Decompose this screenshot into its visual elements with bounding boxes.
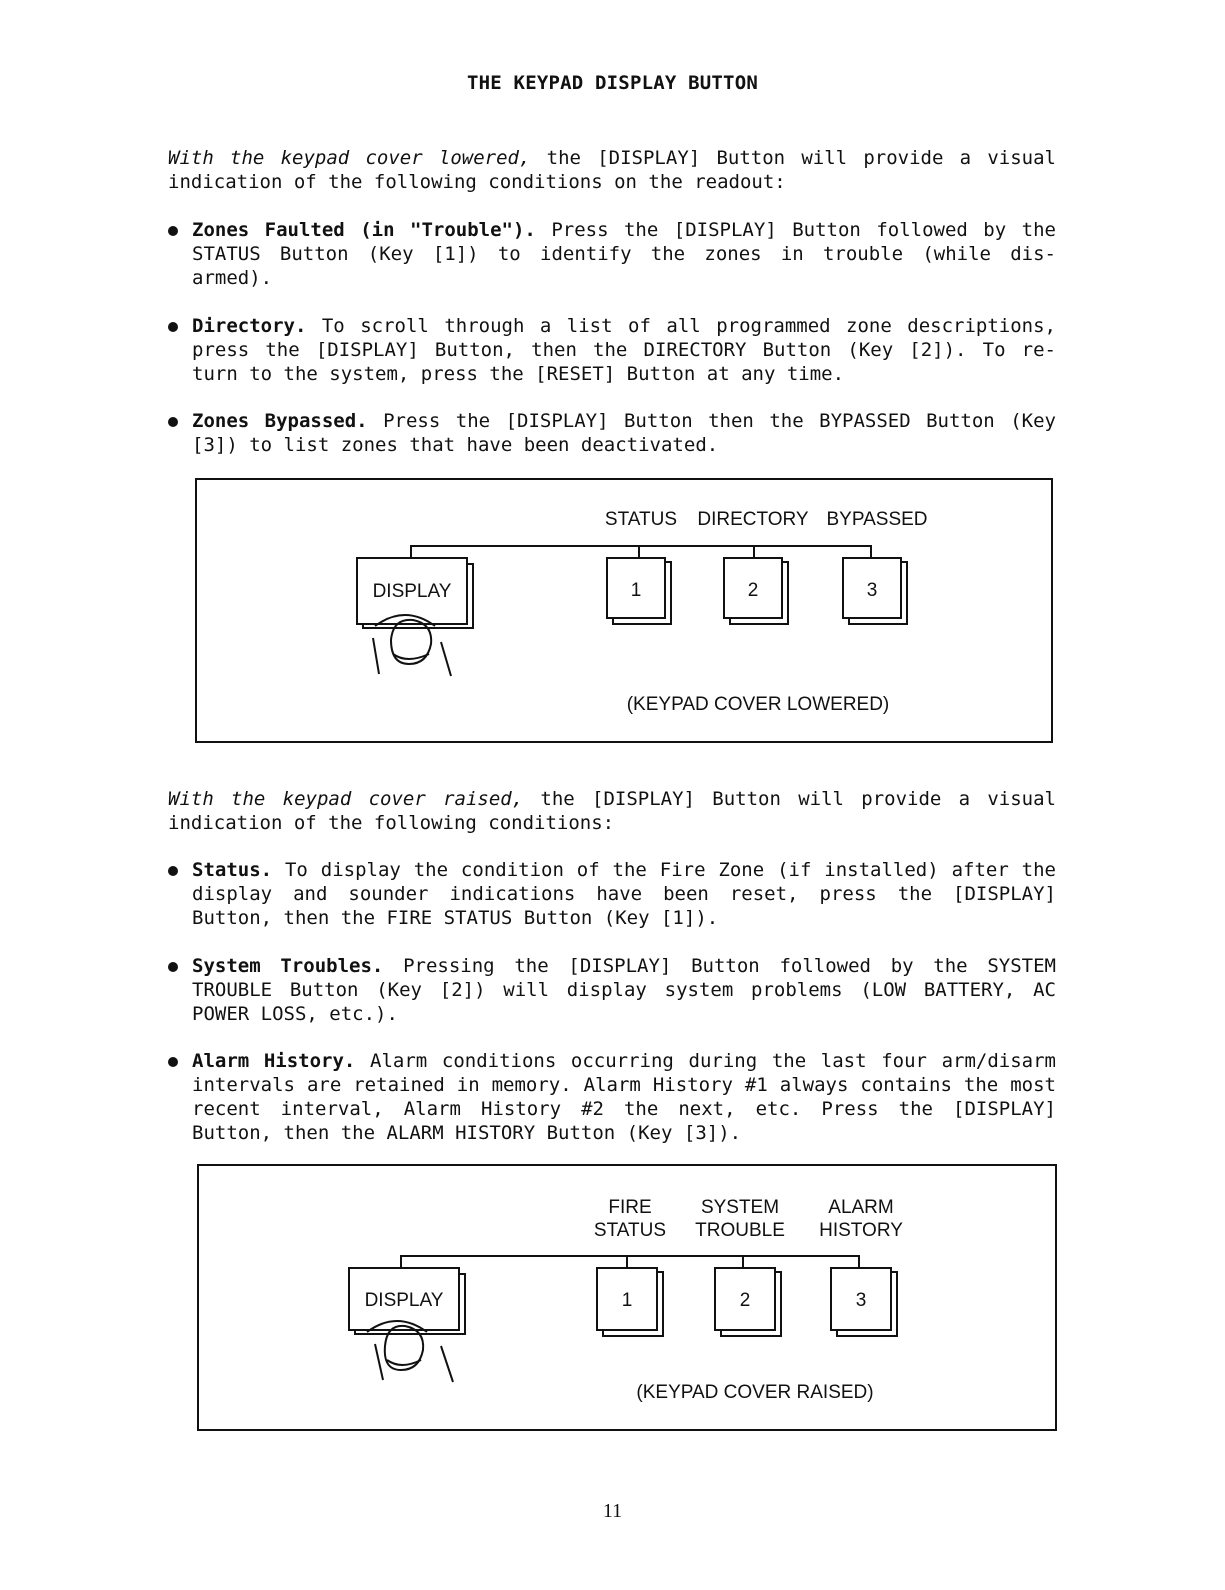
key-3 (843, 558, 907, 624)
label-system: SYSTEM (700, 1197, 780, 1218)
page-title: THE KEYPAD DISPLAY BUTTON (467, 72, 758, 94)
label-status: STATUS (604, 509, 678, 530)
intro-raised-italic: With the keypad cover raised, (168, 788, 524, 810)
diagram-caption-lowered: (KEYPAD COVER LOWERED) (626, 694, 890, 715)
display-key (357, 558, 473, 628)
keypad-diagram-raised (197, 1164, 1059, 1434)
bullet-zones-bypassed (168, 409, 1056, 457)
bullet-text: Alarm conditions occurring during the last four arm/disarm intervals are retained in memory. Alarm History #1 always contains the most recent interval, Alarm History #2 the next, etc. Press the [DISPLAY] Button, then the ALARM HISTORY Button (Key [3]). (192, 1050, 1056, 1144)
bullet-alarm-history (168, 1049, 1056, 1145)
bullet-status (168, 858, 1056, 930)
key-1 (607, 558, 671, 624)
page-number: 11 (602, 1500, 623, 1522)
intro-lowered-italic: With the keypad cover lowered, (168, 147, 531, 169)
bullet-icon (168, 322, 178, 332)
label-bypassed: BYPASSED (826, 509, 928, 530)
label-fire: FIRE (608, 1197, 652, 1218)
bullet-text: Press the [DISPLAY] Button then the BYPASSED Button (Key [3]) to list zones that have been deactivated. (192, 410, 1056, 456)
keypad-diagram-lowered (195, 478, 1055, 746)
label-trouble: TROUBLE (695, 1220, 785, 1241)
bullet-term: Status. (192, 859, 273, 881)
bullet-text: Pressing the [DISPLAY] Button followed by the SYSTEM TROUBLE Button (Key [2]) will display system problems (LOW BATTERY, AC POWER LOSS, etc.). (192, 955, 1056, 1025)
intro-lowered (168, 146, 1056, 194)
diagram-caption-raised: (KEYPAD COVER RAISED) (636, 1382, 874, 1403)
key-3 (831, 1268, 897, 1336)
bullet-icon (168, 226, 178, 236)
key-2-label: 2 (747, 580, 759, 601)
label-history: HISTORY (819, 1220, 903, 1241)
display-key-label: DISPLAY (364, 1290, 444, 1311)
bullet-term: System Troubles. (192, 955, 384, 977)
bullet-term: Directory. (192, 315, 307, 337)
label-status: STATUS (593, 1220, 667, 1241)
key-2-label: 2 (739, 1290, 751, 1311)
label-alarm: ALARM (828, 1197, 894, 1218)
key-1-label: 1 (630, 580, 642, 601)
key-2 (724, 558, 788, 624)
bullet-icon (168, 962, 178, 972)
connector-line (411, 546, 871, 558)
connector-line (401, 1256, 859, 1268)
bullet-icon (168, 417, 178, 427)
key-1-label: 1 (621, 1290, 633, 1311)
bullet-text: To display the condition of the Fire Zone (if installed) after the display and sounder indications have been reset, press the [DISPLAY] Button, then the FIRE STATUS Button (Key [1]). (192, 859, 1056, 929)
bullet-term: Zones Bypassed. (192, 410, 368, 432)
bullet-term: Alarm History. (192, 1050, 356, 1072)
display-key (349, 1268, 465, 1334)
label-directory: DIRECTORY (697, 509, 809, 530)
bullet-icon (168, 1057, 178, 1067)
key-3-label: 3 (866, 580, 878, 601)
key-1 (597, 1268, 663, 1336)
key-3-label: 3 (855, 1290, 867, 1311)
key-2 (715, 1268, 781, 1336)
display-key-label: DISPLAY (372, 581, 452, 602)
bullet-icon (168, 866, 178, 876)
bullet-system-troubles (168, 954, 1056, 1026)
keypad-diagram-lowered-svg (195, 478, 1055, 746)
intro-raised-text: the [DISPLAY] Button will provide a visual indication of the following conditions: (168, 788, 1056, 834)
bullet-directory (168, 314, 1056, 386)
bullet-text: To scroll through a list of all programmed zone descriptions, press the [DISPLAY] Button, then the DIRECTORY Button (Key [2]). To re- turn to the system, press the [RESET] Button at any time. (192, 315, 1056, 385)
keypad-diagram-raised-svg (197, 1164, 1059, 1434)
bullet-zones-faulted (168, 218, 1056, 290)
bullet-text: Press the [DISPLAY] Button followed by the STATUS Button (Key [1]) to identify the zones in trouble (while dis- armed). (192, 219, 1056, 289)
intro-raised (168, 787, 1056, 835)
bullet-term: Zones Faulted (in "Trouble"). (192, 219, 536, 241)
intro-lowered-text: the [DISPLAY] Button will provide a visual indication of the following conditions on the readout: (168, 147, 1056, 193)
